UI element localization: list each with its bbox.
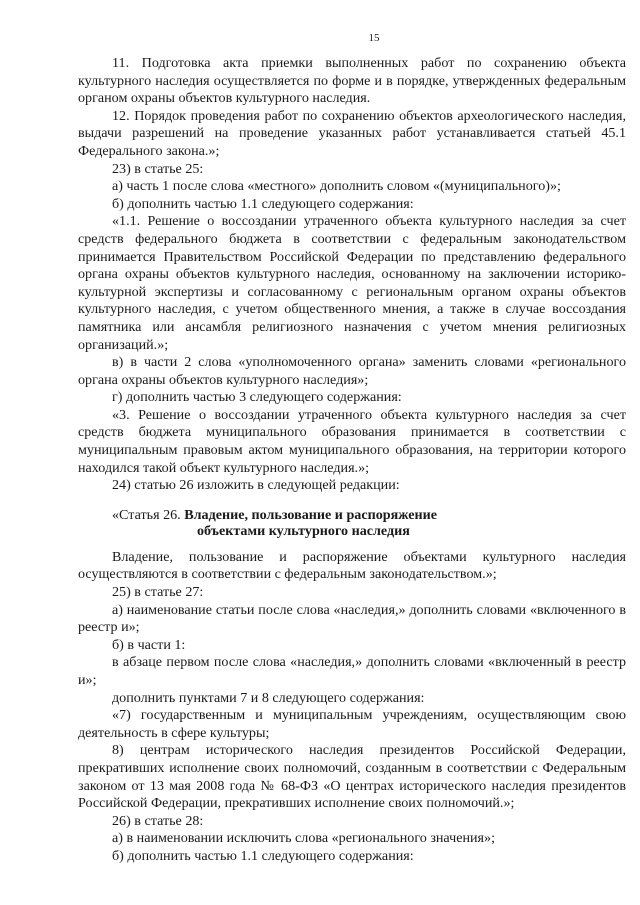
paragraph: 11. Подготовка акта приемки выполненных работ по сохранению объекта культурного наследия осуществляется по форме и в порядке, утвержденных федеральным органом охраны объектов культурного наследия. — [78, 55, 626, 107]
paragraph: Владение, пользование и распоряжение объектами культурного наследия осуществляются в соответствии с федеральным законодательством.»; — [78, 548, 626, 583]
paragraph: б) дополнить частью 1.1 следующего содержания: — [112, 195, 414, 212]
paragraph: дополнить пунктами 7 и 8 следующего содержания: — [112, 689, 425, 706]
paragraph: 26) в статье 28: — [112, 812, 204, 829]
paragraph: а) в наименовании исключить слова «регионального значения»; — [112, 830, 495, 847]
page-number: 15 — [368, 32, 380, 44]
paragraph: б) в части 1: — [112, 636, 186, 653]
quoted-paragraph: «1.1. Решение о воссоздании утраченного объекта культурного наследия за счет средств федерального бюджета в соответствии с федеральным законодательством принимается Правительством Российской Федерации по представлению федерального органа охраны объектов культурного наследия, основанному на заключении историко-культурной экспертизы и согласованному с региональным органом охраны объектов культурного наследия, с учетом общественного мнения, а также в случае воссоздания памятника или ансамбля религиозного назначения с учетом мнения религиозных организаций.»; — [78, 213, 626, 353]
paragraph: а) наименование статьи после слова «наследия,» дополнить словами «включенного в реестр и»; — [78, 601, 626, 636]
article-heading-line1 — [112, 507, 626, 523]
paragraph: 25) в статье 27: — [112, 584, 204, 601]
article-title-part1: Владение, пользование и распоряжение — [184, 506, 437, 523]
article-title-part2: объектами культурного наследия — [197, 522, 410, 539]
paragraph: в) в части 2 слова «уполномоченного органа» заменить словами «регионального органа охраны объектов культурного наследия»; — [78, 354, 626, 388]
article-prefix: «Статья 26. — [112, 506, 185, 523]
paragraph: б) дополнить частью 1.1 следующего содержания: — [112, 847, 414, 864]
paragraph: 12. Порядок проведения работ по сохранению объектов археологического наследия, выдачи разрешений на проведение указанных работ устанавливается статьей 45.1 Федерального закона.»; — [78, 107, 626, 159]
paragraph: в абзаце первом после слова «наследия,» дополнить словами «включенный в реестр и»; — [78, 654, 626, 688]
quoted-paragraph: «3. Решение о воссоздании утраченного объекта культурного наследия за счет средств бюджета муниципального образования принимается в соответствии с муниципальным правовым актом муниципального образования, на территории которого находился такой объект культурного наследия.»; — [78, 406, 626, 476]
paragraph: г) дополнить частью 3 следующего содержания: — [112, 389, 402, 406]
paragraph: 24) статью 26 изложить в следующей редакции: — [112, 477, 400, 494]
paragraph: 8) центрам исторического наследия президентов Российской Федерации, прекративших исполнение своих полномочий, созданным в соответствии с Федеральным законом от 13 мая 2008 года № 68-ФЗ «О центрах исторического наследия президентов Российской Федерации, прекративших исполнение своих полномочий.»; — [78, 742, 626, 812]
quoted-paragraph: «7) государственным и муниципальным учреждениям, осуществляющим свою деятельность в сфере культуры; — [78, 707, 626, 741]
paragraph: а) часть 1 после слова «местного» дополнить словом «(муниципального)»; — [112, 178, 561, 195]
article-heading — [78, 507, 626, 539]
paragraph: 23) в статье 25: — [112, 160, 204, 177]
